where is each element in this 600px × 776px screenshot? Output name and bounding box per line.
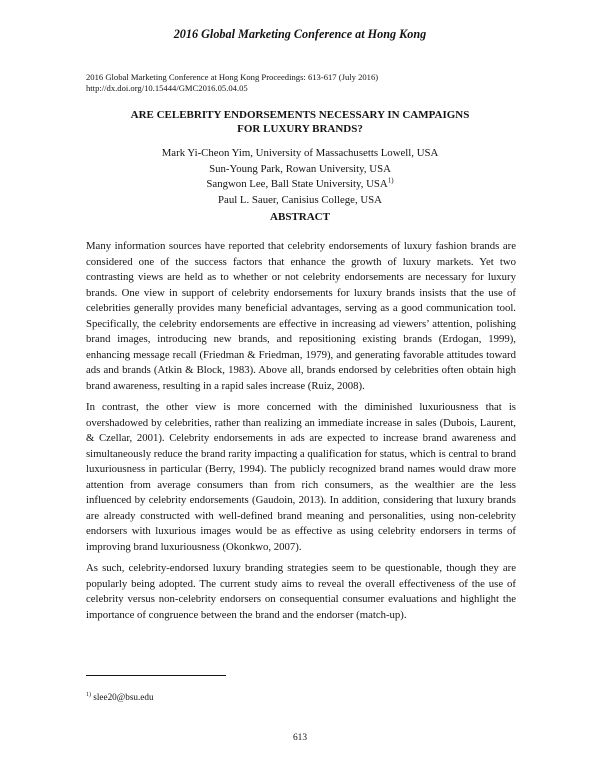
author-line bbox=[0, 146, 600, 162]
author-text: Paul L. Sauer, Canisius College, USA bbox=[218, 193, 382, 206]
author-list bbox=[0, 146, 600, 208]
running-head: 2016 Global Marketing Conference at Hong Kong bbox=[173, 27, 427, 41]
footnote-divider bbox=[86, 675, 226, 676]
proceedings-citation: 2016 Global Marketing Conference at Hong Kong Proceedings: 613-617 (July 2016) bbox=[86, 72, 379, 82]
author-line bbox=[0, 162, 600, 178]
author-line bbox=[0, 177, 600, 193]
title-line-2: FOR LUXURY BRANDS? bbox=[237, 122, 363, 135]
footnote-marker: 1) bbox=[387, 176, 394, 185]
author-text: Mark Yi-Cheon Yim, University of Massachusetts Lowell, USA bbox=[161, 147, 439, 159]
abstract-paragraph: In contrast, the other view is more concerned with the diminished luxuriousness that is overshadowed by celebrities, rather than realizing an immediate increase in sales (Dubois, Laurent, & Czellar, 2001). Celebrity endorsements in ads are expected to increase brand awareness and simultaneously reduce the brand rarity impacting a qualification for status, which is central to brand luxuriousness in particular (Berry, 1994). The publicly recognized brand names would draw more attention from average consumers than from rich consumers, as the wealthier are the less influenced by celebrity endorsements (Gaudoin, 2013). In addition, considering that luxury brands are already constructed with well-defined brand meaning and personalities, using non-celebrity endorsers with luxurious images would be as effective as using celebrity endorsers in terms of improving brand luxuriousness (Okonkwo, 2007). bbox=[86, 401, 516, 553]
proceedings-info bbox=[86, 72, 378, 94]
footnote bbox=[86, 692, 154, 702]
abstract-paragraph: As such, celebrity-endorsed luxury branding strategies seem to be questionable, though they are popularly being adopted. The current study aims to reveal the overall effectiveness of the use of celebrity versus non-celebrity endorsers on consequential consumer evaluations and highlight the importance of congruence between the brand and the endorser (match-up). bbox=[86, 562, 516, 621]
author-text: Sangwon Lee, Ball State University, USA bbox=[206, 178, 388, 191]
abstract-heading: ABSTRACT bbox=[270, 211, 330, 223]
title-line-1: ARE CELEBRITY ENDORSEMENTS NECESSARY IN CAMPAIGNS bbox=[130, 109, 470, 121]
footnote-email: slee20@bsu.edu bbox=[93, 692, 154, 703]
doi-link[interactable]: http://dx.doi.org/10.15444/GMC2016.05.04.05 bbox=[86, 83, 248, 93]
author-text: Sun-Young Park, Rowan University, USA bbox=[209, 162, 391, 175]
page-number: 613 bbox=[292, 733, 308, 743]
author-line bbox=[0, 193, 600, 209]
paper-title bbox=[60, 109, 540, 136]
footnote-marker: 1) bbox=[86, 692, 91, 698]
abstract-paragraph: Many information sources have reported that celebrity endorsements of luxury fashion brands are considered one of the success factors that enhance the growth of luxury markets. Yet two contrasting views are held as to whether or not celebrity endorsements are necessary for luxury brands. One view in support of celebrity endorsements for luxury brands insists that the use of celebrities generally provides many beneficial advantages, serving as a good communication tool. Specifically, the celebrity endorsements are effective in increasing ad viewers’ attention, polishing brand images, introducing new brands, and repositioning existing brands (Erdogan, 1999), enhancing message recall (Friedman & Friedman, 1979), and generating favorable attitudes toward ads and brands (Atkin & Block, 1983). Above all, brands endorsed by celebrities often obtain high brand awareness, resulting in a rapid sales increase (Ruiz, 2008). bbox=[86, 240, 516, 392]
